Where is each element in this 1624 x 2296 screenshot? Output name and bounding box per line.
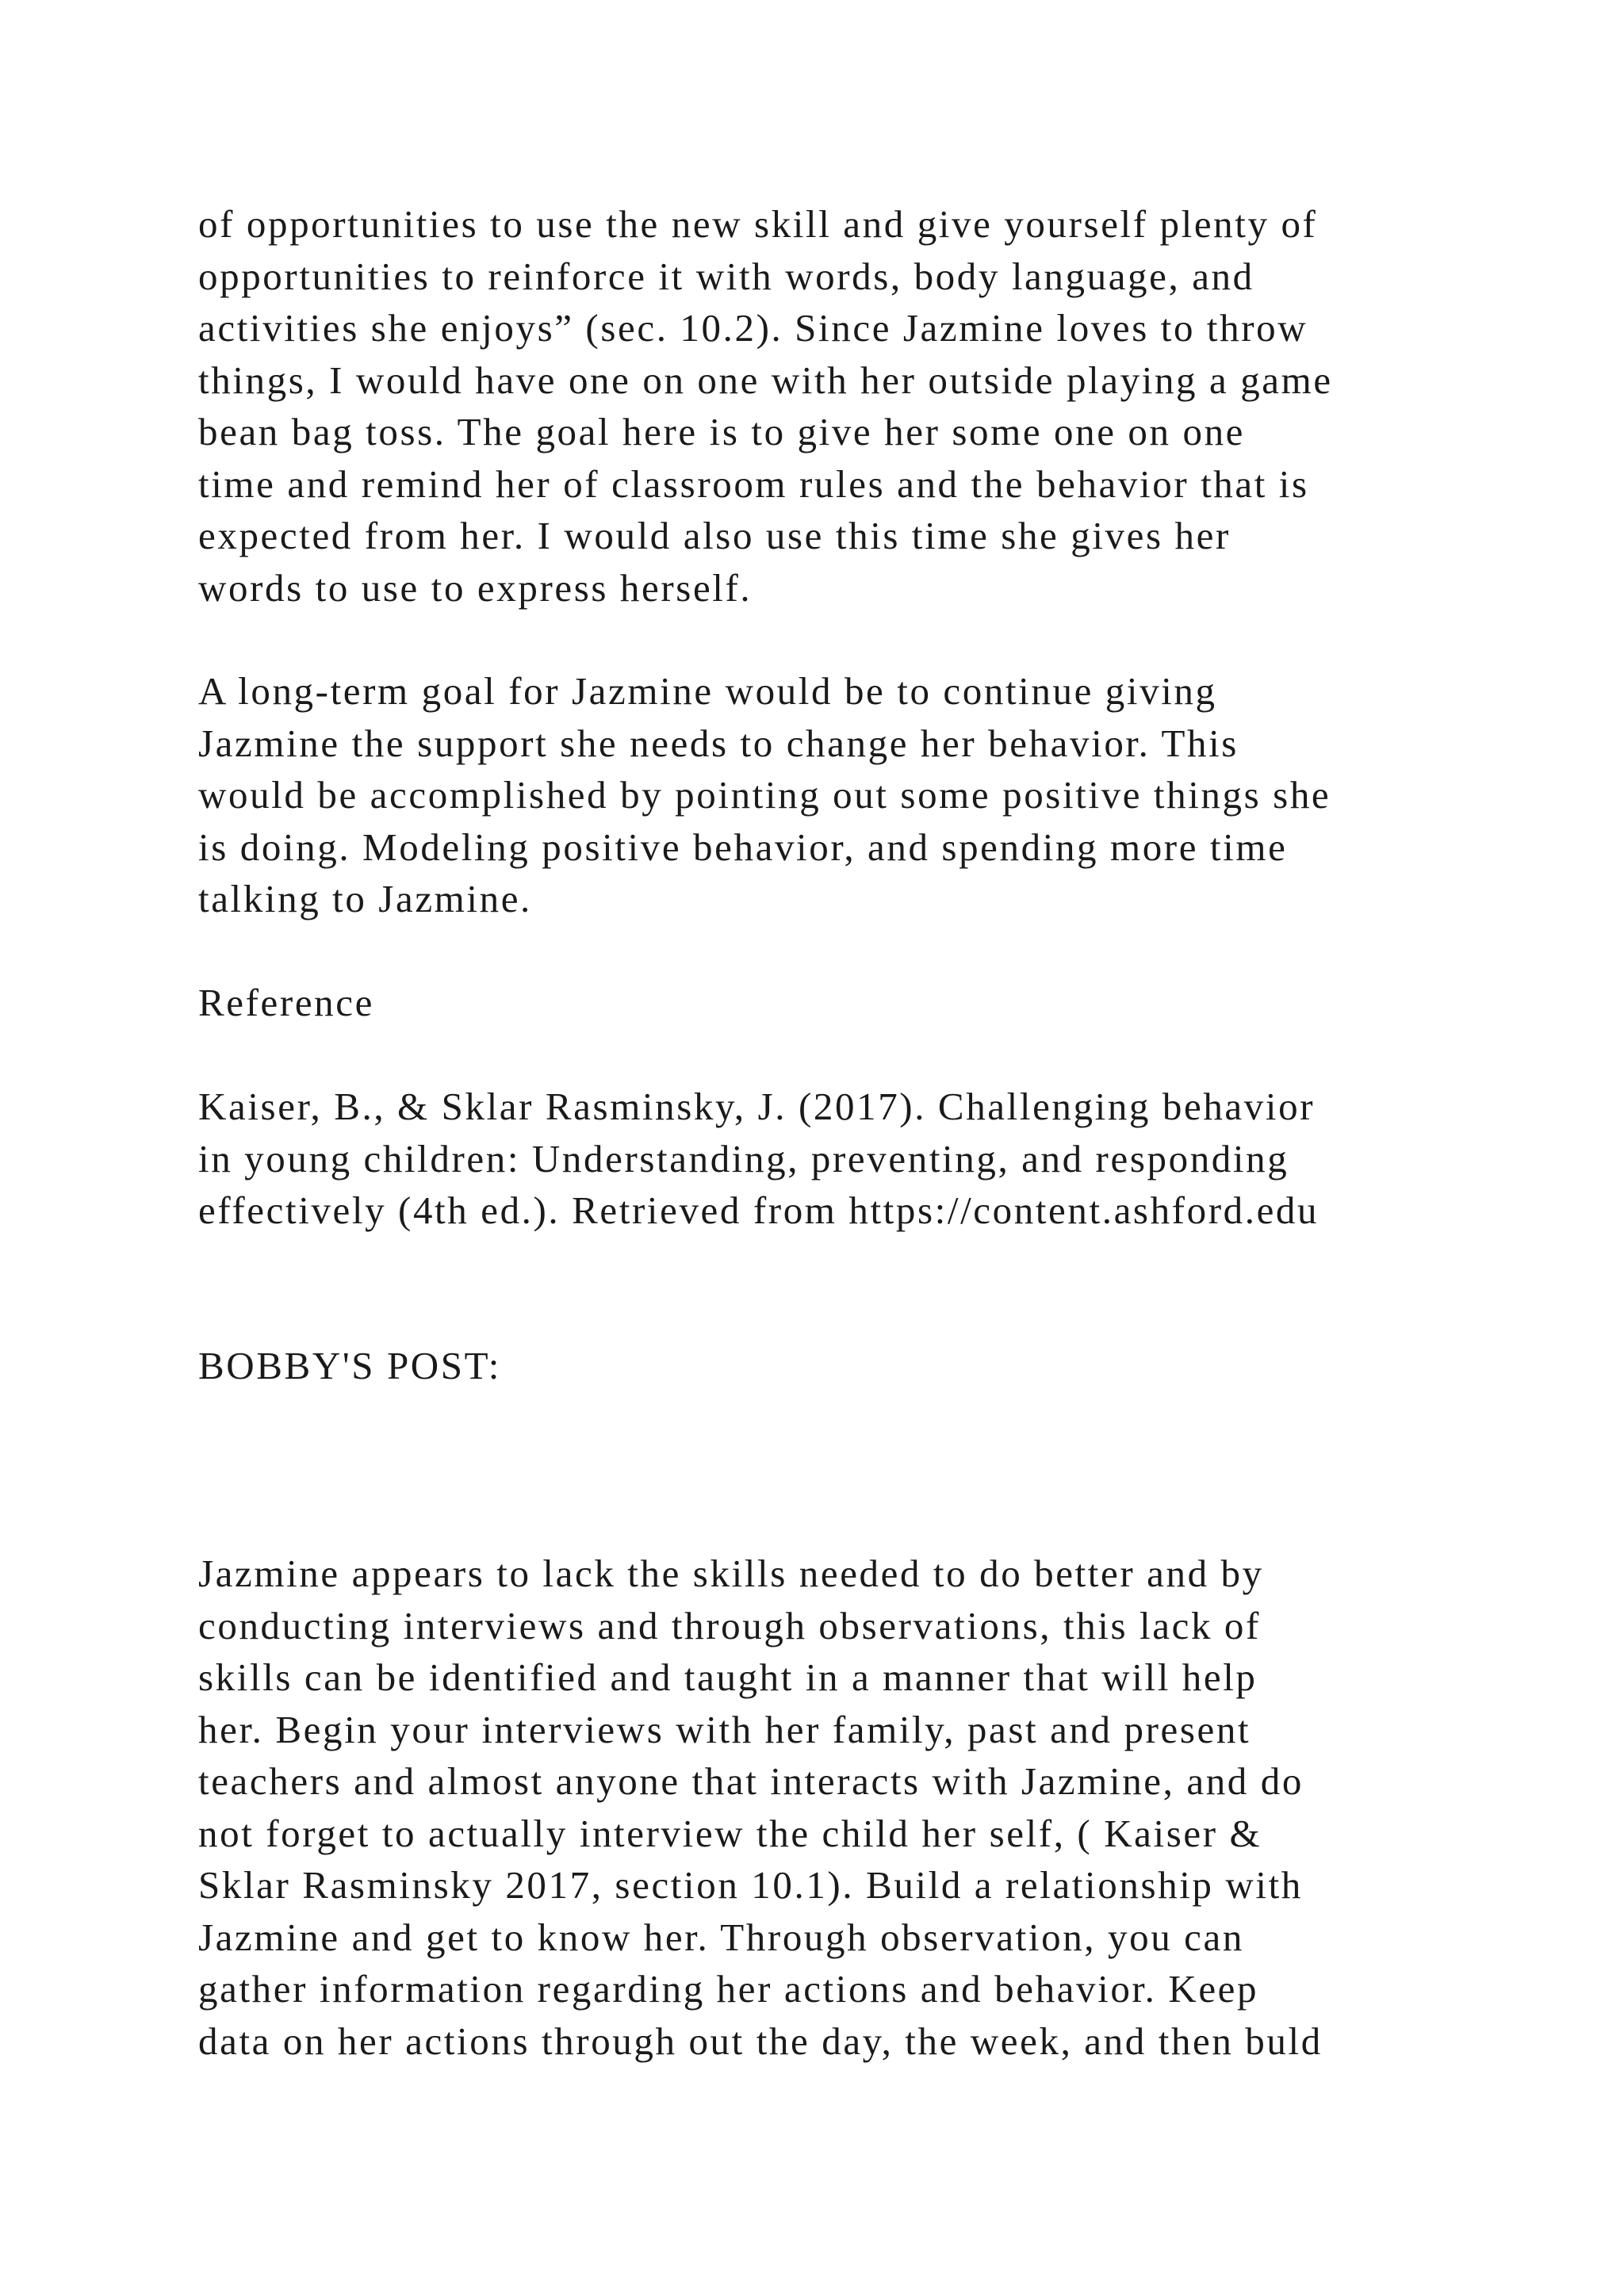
paragraph-long-term-goal <box>198 665 1515 925</box>
text-line: bean bag toss. The goal here is to give her some one on one <box>198 410 1246 453</box>
text-line: words to use to express herself. <box>198 565 753 610</box>
text-line: not forget to actually interview the child her self, ( Kaiser & <box>198 1811 1262 1855</box>
text-line: her. Begin your interviews with her family, past and present <box>198 1707 1251 1751</box>
text-line: activities she enjoys” (sec. 10.2). Since Jazmine loves to throw <box>198 306 1308 350</box>
reference-citation <box>198 1081 1515 1237</box>
reference-heading <box>198 977 1515 1029</box>
heading-text: BOBBY'S POST: <box>198 1344 501 1387</box>
citation-line: Kaiser, B., & Sklar Rasminsky, J. (2017). Challenging behavior <box>198 1085 1316 1128</box>
bobby-post-body <box>198 1548 1515 2067</box>
text-line: of opportunities to use the new skill and give yourself plenty of <box>198 202 1318 246</box>
text-line: teachers and almost anyone that interacts with Jazmine, and do <box>198 1759 1304 1803</box>
text-line: conducting interviews and through observations, this lack of <box>198 1603 1261 1647</box>
text-line: would be accomplished by pointing out some positive things she <box>198 773 1331 817</box>
bobby-post-heading <box>198 1340 1515 1392</box>
citation-line: in young children: Understanding, preventing, and responding <box>198 1136 1289 1181</box>
text-line: data on her actions through out the day, the week, and then buld <box>198 2019 1323 2063</box>
text-line: expected from her. I would also use this time she gives her <box>198 514 1231 557</box>
text-line: time and remind her of classroom rules and the behavior that is <box>198 461 1309 506</box>
text-line: things, I would have one on one with her outside playing a game <box>198 358 1333 402</box>
text-line: Sklar Rasminsky 2017, section 10.1). Build a relationship with <box>198 1863 1303 1907</box>
text-line: gather information regarding her actions and behavior. Keep <box>198 1967 1259 2011</box>
text-line: is doing. Modeling positive behavior, and spending more time <box>198 825 1288 869</box>
text-line: talking to Jazmine. <box>198 877 532 920</box>
text-line: Jazmine the support she needs to change her behavior. This <box>198 721 1239 765</box>
text-line: Jazmine and get to know her. Through observation, you can <box>198 1915 1244 1959</box>
paragraph-continuation <box>198 198 1515 614</box>
text-line: Jazmine appears to lack the skills needed to do better and by <box>198 1552 1264 1595</box>
text-line: opportunities to reinforce it with words, body language, and <box>198 254 1254 298</box>
text-line: A long-term goal for Jazmine would be to continue giving <box>198 669 1217 713</box>
heading-text: Reference <box>198 981 374 1024</box>
citation-line: effectively (4th ed.). Retrieved from https://content.ashford.edu <box>198 1188 1320 1232</box>
text-line: skills can be identified and taught in a manner that will help <box>198 1655 1258 1699</box>
